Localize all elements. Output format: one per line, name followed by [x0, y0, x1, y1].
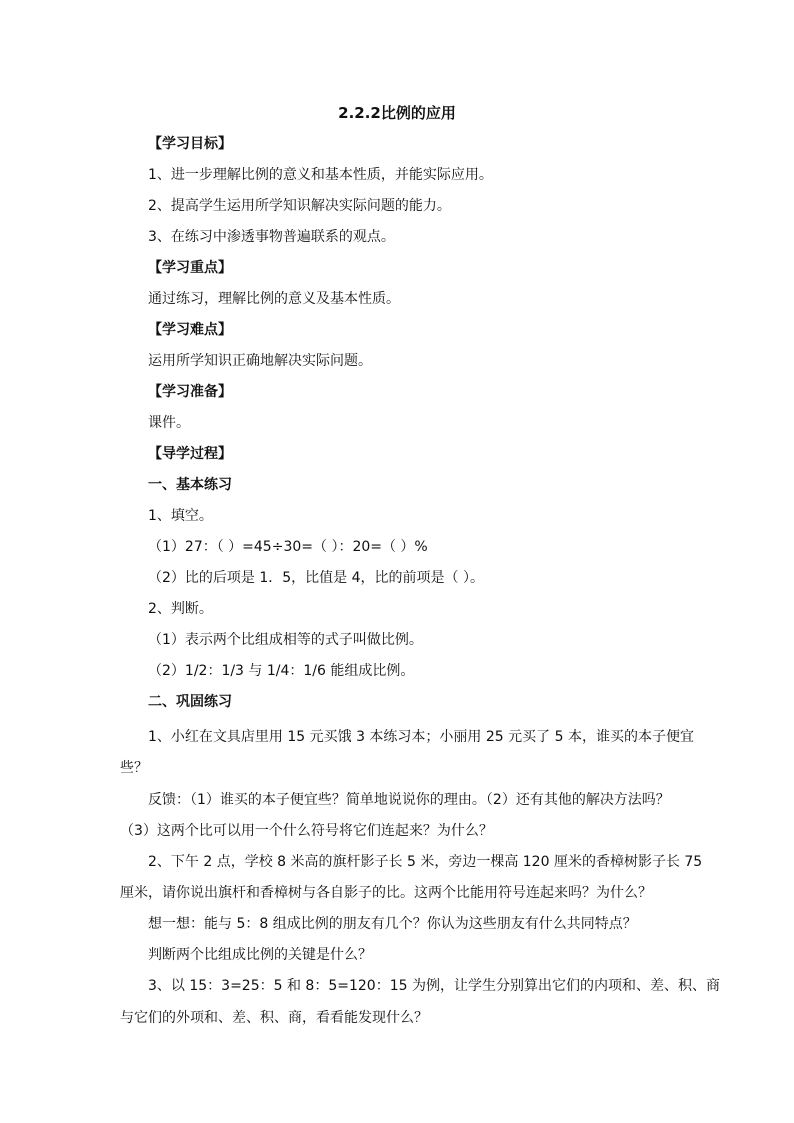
problem-3-line-1: 3、以 15：3=25：5 和 8：5=120：15 为例，让学生分别算出它们的内项和、差、积、商: [148, 978, 720, 994]
section-heading-learning-goals: 【学习目标】: [148, 136, 232, 152]
judge-item-1: （1）表示两个比组成相等的式子叫做比例。: [148, 632, 423, 648]
goal-item-3: 3、在练习中渗透事物普遍联系的观点。: [148, 229, 395, 245]
section-heading-preparation: 【学习准备】: [148, 384, 232, 400]
feedback-line-2: （3）这两个比可以用一个什么符号将它们连起来？为什么？: [120, 823, 493, 839]
judge-key-question: 判断两个比组成比例的关键是什么？: [148, 947, 372, 963]
key-points-text: 通过练习，理解比例的意义及基本性质。: [148, 291, 400, 307]
fill-blank-item-1: （1）27：（ ）=45÷30=（ ）：20=（ ）%: [148, 539, 428, 555]
subsection-consolidation: 二、巩固练习: [148, 694, 232, 710]
exercise-judge: 2、判断。: [148, 601, 213, 617]
judge-item-2: （2）1/2：1/3 与 1/4：1/6 能组成比例。: [148, 663, 415, 679]
think-question: 想一想：能与 5：8 组成比例的朋友有几个？你认为这些朋友有什么共同特点？: [148, 916, 637, 932]
subsection-basic-practice: 一、基本练习: [148, 477, 232, 493]
goal-item-2: 2、提高学生运用所学知识解决实际问题的能力。: [148, 198, 451, 214]
problem-2-line-2: 厘米，请你说出旗杆和香樟树与各自影子的比。这两个比能用符号连起来吗？为什么？: [120, 885, 652, 901]
problem-1-line-1: 1、小红在文具店里用 15 元买饿 3 本练习本；小丽用 25 元买了 5 本，谁买的本子便宜: [148, 729, 694, 745]
difficulties-text: 运用所学知识正确地解决实际问题。: [148, 353, 372, 369]
problem-1-line-2: 些？: [120, 760, 148, 776]
exercise-fill-blank: 1、填空。: [148, 508, 213, 524]
section-heading-key-points: 【学习重点】: [148, 260, 232, 276]
problem-2-line-1: 2、下午 2 点，学校 8 米高的旗杆影子长 5 米，旁边一棵高 120 厘米的香樟树影子长 75: [148, 854, 703, 870]
document-title: 2.2.2比例的应用: [338, 104, 456, 122]
problem-3-line-2: 与它们的外项和、差、积、商，看看能发现什么？: [120, 1010, 428, 1026]
section-heading-difficulties: 【学习难点】: [148, 322, 232, 338]
feedback-line-1: 反馈：（1）谁买的本子便宜些？简单地说说你的理由。（2）还有其他的解决方法吗？: [148, 792, 670, 808]
section-heading-process: 【导学过程】: [148, 446, 232, 462]
fill-blank-item-2: （2）比的后项是 1．5，比值是 4，比的前项是（ ）。: [148, 570, 484, 586]
preparation-text: 课件。: [148, 415, 190, 431]
goal-item-1: 1、进一步理解比例的意义和基本性质，并能实际应用。: [148, 167, 493, 183]
